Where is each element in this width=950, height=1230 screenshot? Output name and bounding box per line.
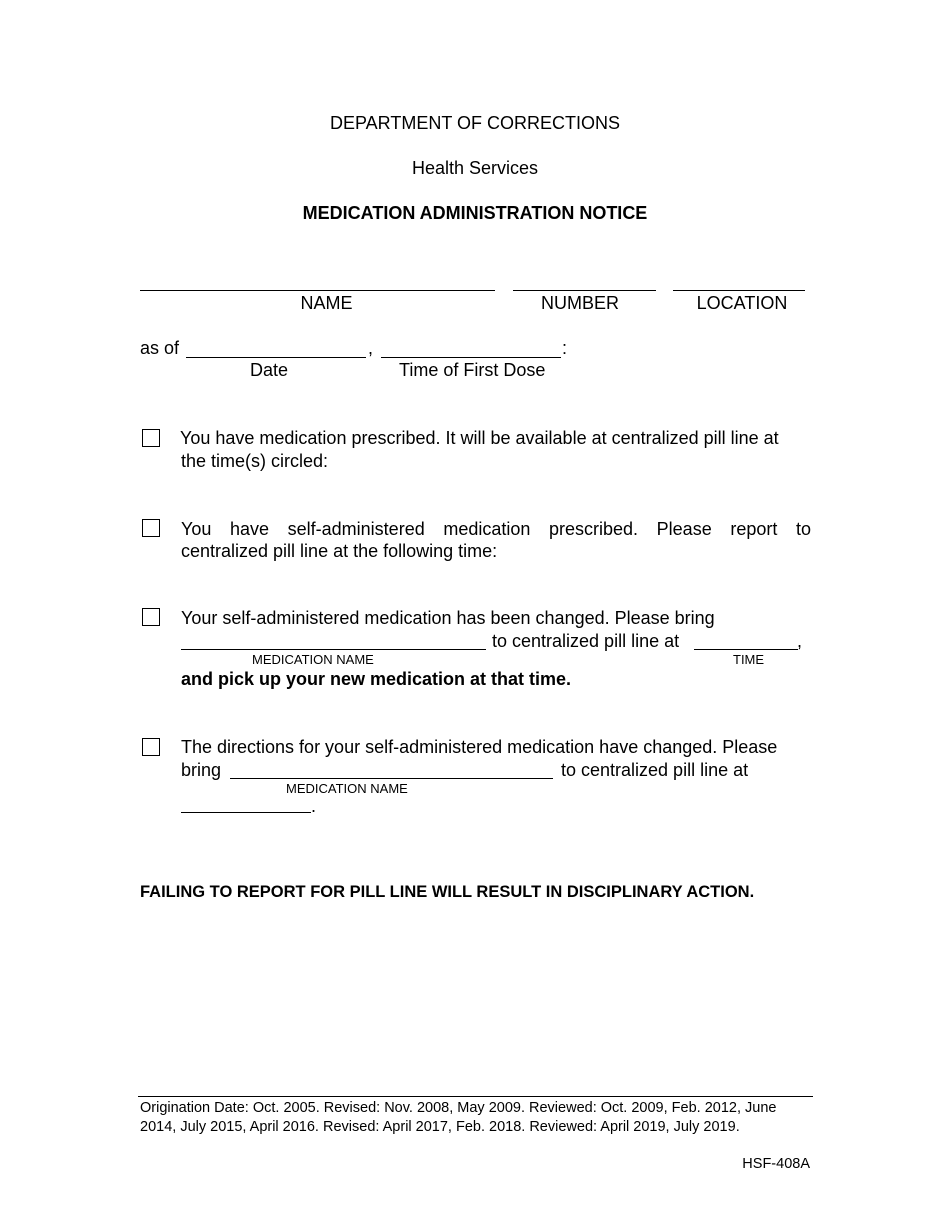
option-4-time-blank[interactable] bbox=[181, 812, 311, 813]
name-blank[interactable] bbox=[140, 290, 495, 291]
option-4-medication-label: MEDICATION NAME bbox=[286, 781, 408, 796]
as-of-comma: , bbox=[368, 338, 374, 358]
as-of-prefix: as of bbox=[140, 338, 180, 358]
footer-divider bbox=[138, 1096, 813, 1097]
number-blank[interactable] bbox=[513, 290, 656, 291]
first-dose-time-blank[interactable] bbox=[381, 357, 561, 358]
option-4-period: . bbox=[311, 796, 317, 816]
division-heading: Health Services bbox=[411, 158, 539, 178]
date-label: Date bbox=[250, 360, 289, 380]
name-label: NAME bbox=[300, 293, 353, 313]
option-3-time-blank[interactable] bbox=[694, 649, 798, 650]
option-1-line-1: You have medication prescribed. It will be available at centralized pill line at bbox=[180, 428, 779, 448]
disciplinary-warning: FAILING TO REPORT FOR PILL LINE WILL RESULT IN DISCIPLINARY ACTION. bbox=[140, 883, 755, 901]
form-number: HSF-408A bbox=[742, 1156, 810, 1172]
as-of-colon: : bbox=[562, 338, 568, 358]
option-4-bring: bring bbox=[181, 760, 222, 780]
option-4-mid-text: to centralized pill line at bbox=[561, 760, 749, 780]
option-1-line-2: the time(s) circled: bbox=[181, 451, 329, 471]
option-3-time-label: TIME bbox=[733, 652, 765, 667]
option-4-line-1: The directions for your self-administered medication have changed. Please bbox=[181, 737, 778, 757]
option-3-medication-blank[interactable] bbox=[181, 649, 486, 650]
option-4-medication-blank[interactable] bbox=[230, 778, 553, 779]
option-2-line-2: centralized pill line at the following time: bbox=[181, 541, 498, 561]
location-blank[interactable] bbox=[673, 290, 805, 291]
location-label: LOCATION bbox=[696, 293, 788, 313]
option-4-checkbox[interactable] bbox=[142, 738, 160, 756]
option-3-line-1: Your self-administered medication has been changed. Please bring bbox=[181, 608, 715, 628]
option-3-mid-text: to centralized pill line at bbox=[492, 631, 680, 651]
option-3-comma: , bbox=[797, 631, 803, 651]
option-2-line-1: You have self-administered medication prescribed. Please report to bbox=[181, 519, 811, 539]
department-heading: DEPARTMENT OF CORRECTIONS bbox=[329, 113, 621, 133]
number-label: NUMBER bbox=[540, 293, 619, 313]
option-3-bold-line: and pick up your new medication at that time. bbox=[181, 669, 572, 689]
form-title: MEDICATION ADMINISTRATION NOTICE bbox=[302, 203, 648, 223]
option-2-checkbox[interactable] bbox=[142, 519, 160, 537]
option-1-checkbox[interactable] bbox=[142, 429, 160, 447]
revision-history: Origination Date: Oct. 2005. Revised: Nov. 2008, May 2009. Reviewed: Oct. 2009, Feb. 2012, June 2014, July 2015, April 2016. Revised: April 2017, Feb. 2018. Reviewed: April 2019, July 2019. bbox=[140, 1100, 777, 1135]
date-blank[interactable] bbox=[186, 357, 366, 358]
first-dose-time-label: Time of First Dose bbox=[399, 360, 546, 380]
option-3-checkbox[interactable] bbox=[142, 608, 160, 626]
option-3-medication-label: MEDICATION NAME bbox=[252, 652, 374, 667]
